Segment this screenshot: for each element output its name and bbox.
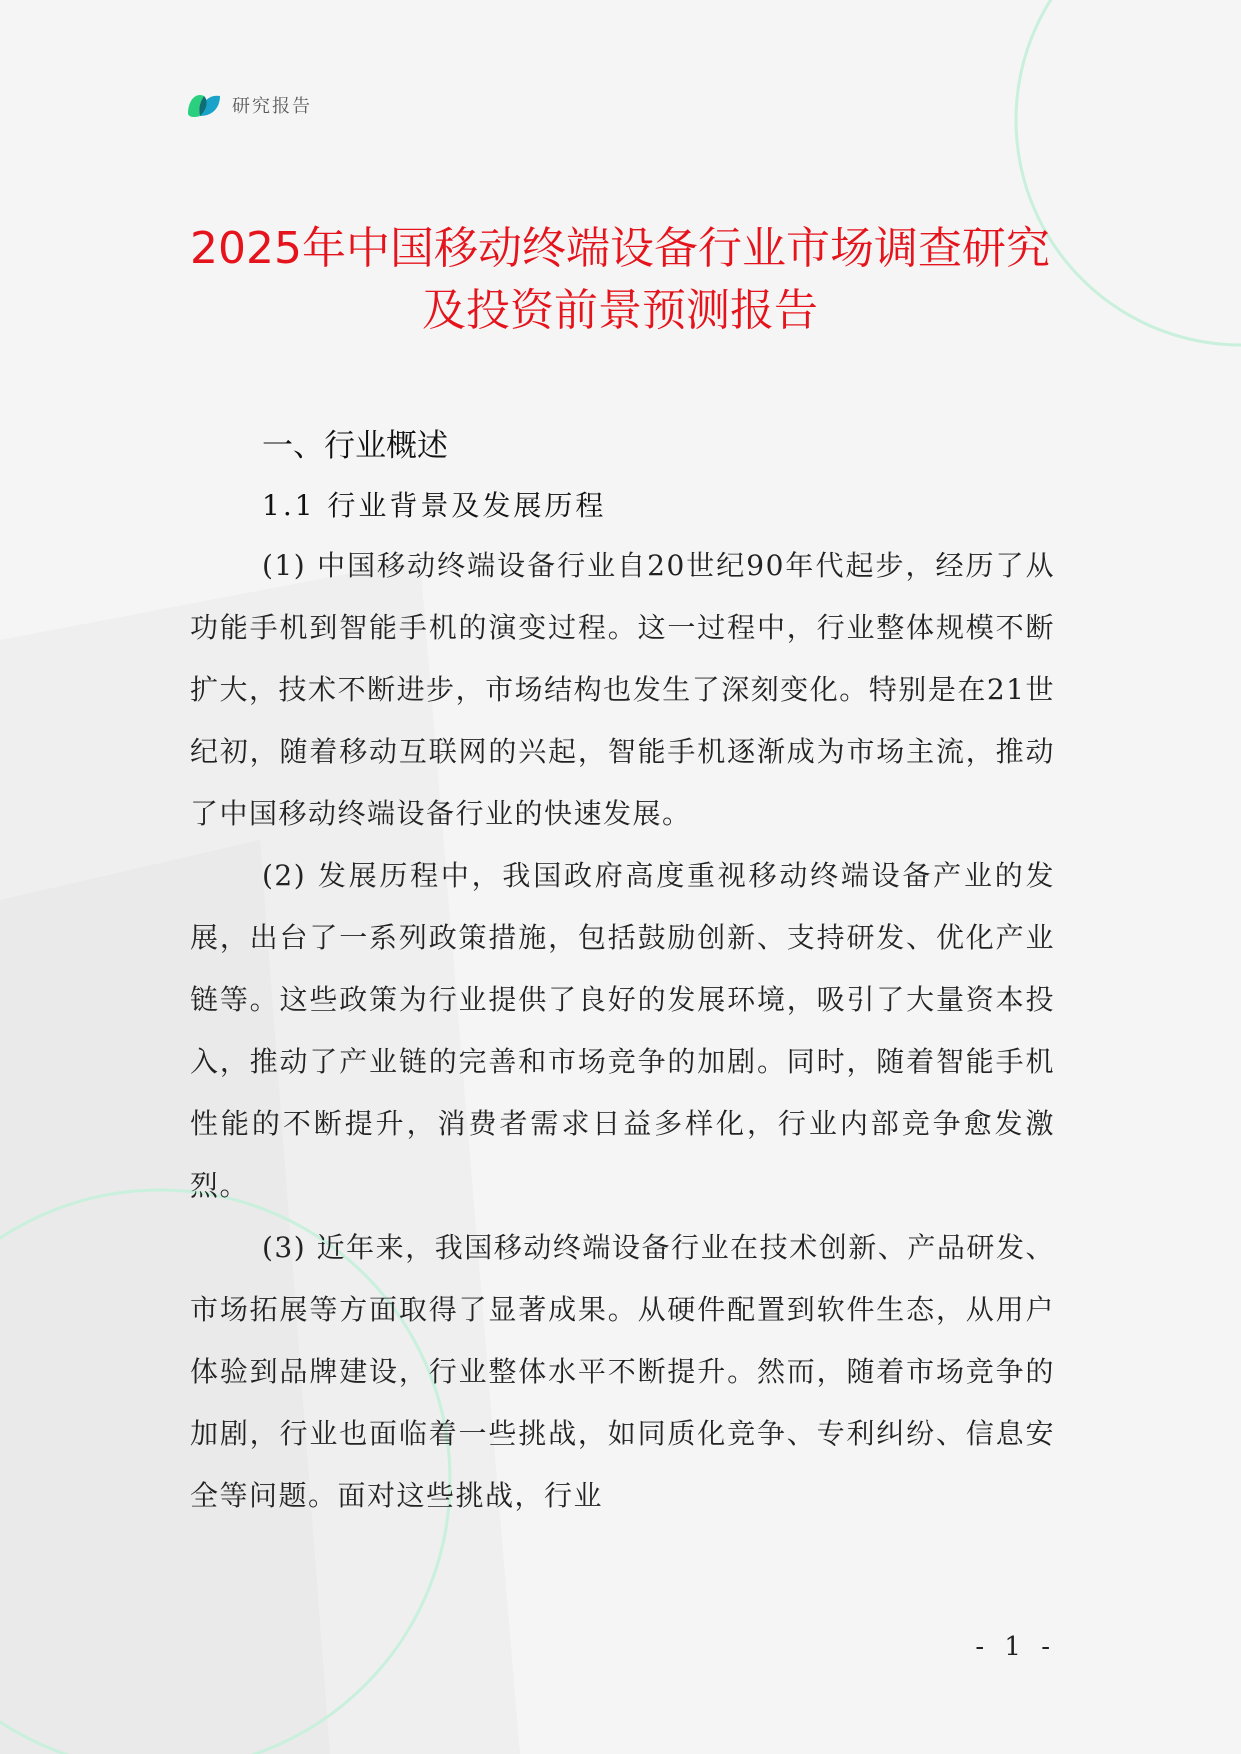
brand-leaf-logo-icon bbox=[186, 90, 222, 120]
section-heading: 一、行业概述 bbox=[262, 428, 448, 464]
subsection-heading: 1.1 行业背景及发展历程 bbox=[262, 489, 607, 522]
body-text bbox=[190, 535, 1055, 1527]
paragraph-3: (3) 近年来，我国移动终端设备行业在技术创新、产品研发、市场拓展等方面取得了显著成果。从硬件配置到软件生态，从用户体验到品牌建设，行业整体水平不断提升。然而，随着市场竞争的加剧，行业也面临着一些挑战，如同质化竞争、专利纠纷、信息安全等问题。面对这些挑战，行业 bbox=[190, 1231, 1055, 1512]
paragraph-2: (2) 发展历程中，我国政府高度重视移动终端设备产业的发展，出台了一系列政策措施，包括鼓励创新、支持研发、优化产业链等。这些政策为行业提供了良好的发展环境，吸引了大量资本投入，推动了产业链的完善和市场竞争的加剧。同时，随着智能手机性能的不断提升，消费者需求日益多样化，行业内部竞争愈发激烈。 bbox=[190, 859, 1055, 1202]
paragraph-1: (1) 中国移动终端设备行业自20世纪90年代起步，经历了从功能手机到智能手机的演变过程。这一过程中，行业整体规模不断扩大，技术不断进步，市场结构也发生了深刻变化。特别是在21世纪初，随着移动互联网的兴起，智能手机逐渐成为市场主流，推动了中国移动终端设备行业的快速发展。 bbox=[190, 549, 1055, 830]
brand-header bbox=[186, 90, 312, 120]
brand-text: 研究报告 bbox=[232, 96, 312, 117]
report-title: 2025年中国移动终端设备行业市场调查研究及投资前景预测报告 bbox=[190, 223, 1050, 336]
page-number: - 1 - bbox=[975, 1632, 1056, 1662]
